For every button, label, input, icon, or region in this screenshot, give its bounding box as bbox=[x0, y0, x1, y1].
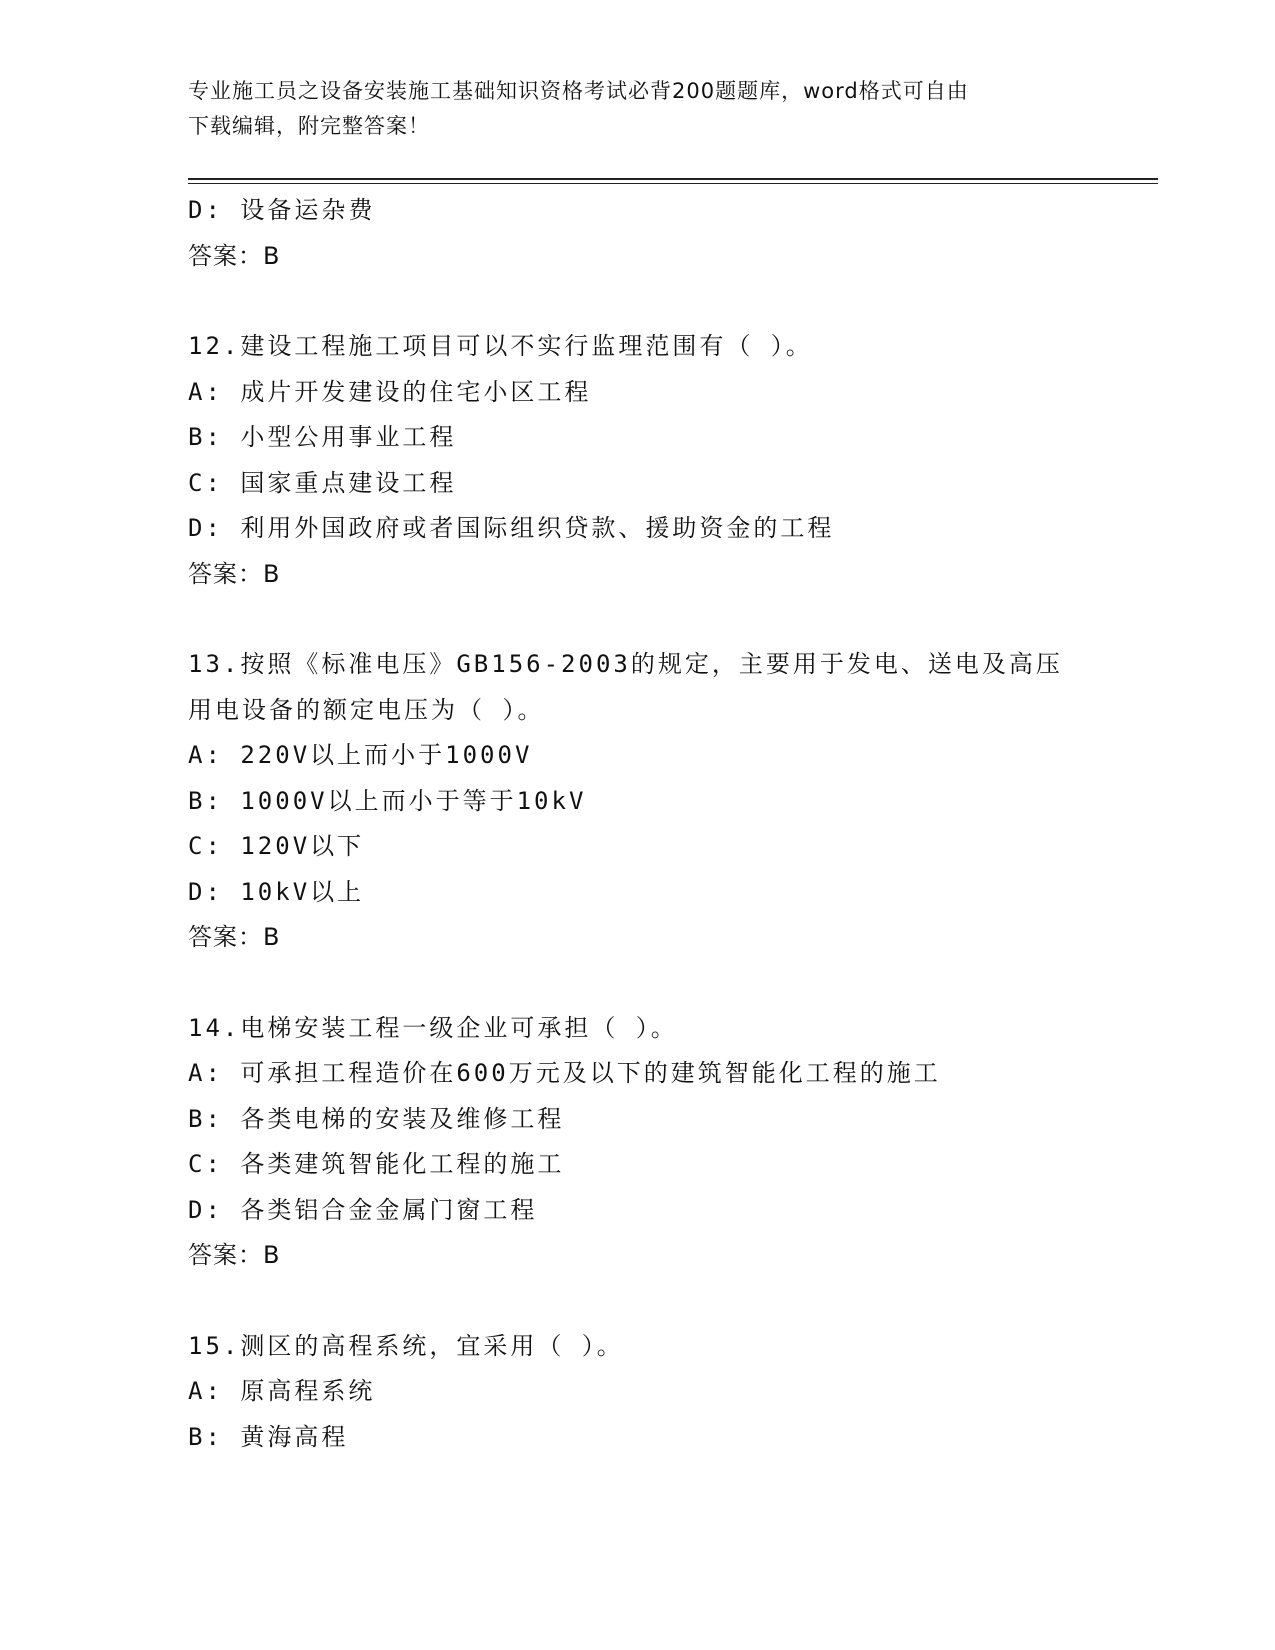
previous-question-tail bbox=[188, 188, 1108, 279]
question-stem: 13.按照《标准电压》GB156-2003的规定，主要用于发电、送电及高压 bbox=[188, 650, 1063, 678]
option-a: A: 可承担工程造价在600万元及以下的建筑智能化工程的施工 bbox=[188, 1059, 941, 1087]
question-14 bbox=[188, 1006, 1108, 1279]
question-stem-continued: 用电设备的额定电压为（ ）。 bbox=[188, 695, 545, 724]
question-stem: 14.电梯安装工程一级企业可承担（ ）。 bbox=[188, 1013, 678, 1042]
option-d: D: 利用外国政府或者国际组织贷款、援助资金的工程 bbox=[188, 514, 835, 542]
option-d: D: 各类铝合金金属门窗工程 bbox=[188, 1195, 538, 1224]
spacer bbox=[188, 1279, 1108, 1324]
spacer bbox=[188, 597, 1108, 642]
answer-line: 答案：B bbox=[188, 559, 281, 588]
spacer bbox=[188, 279, 1108, 324]
option-a: A: 原高程系统 bbox=[188, 1377, 376, 1405]
header-divider-thin bbox=[188, 183, 1158, 184]
question-stem: 12.建设工程施工项目可以不实行监理范围有（ ）。 bbox=[188, 332, 813, 360]
question-12 bbox=[188, 324, 1108, 597]
header-line-2: 下载编辑，附完整答案！ bbox=[188, 114, 430, 138]
option-d: D: 10kV以上 bbox=[188, 877, 365, 906]
option-c: C: 各类建筑智能化工程的施工 bbox=[188, 1150, 565, 1178]
header-divider-thick bbox=[188, 178, 1158, 180]
option-c: C: 国家重点建设工程 bbox=[188, 468, 457, 497]
option-b: B: 小型公用事业工程 bbox=[188, 423, 457, 451]
question-15 bbox=[188, 1324, 1108, 1461]
header-line-1: 专业施工员之设备安装施工基础知识资格考试必背200题题库，word格式可自由 bbox=[188, 79, 969, 103]
option-c: C: 120V以下 bbox=[188, 832, 365, 860]
document-header bbox=[188, 74, 1088, 144]
question-list bbox=[188, 188, 1108, 1460]
option-a: A: 220V以上而小于1000V bbox=[188, 741, 533, 769]
option-b: B: 1000V以上而小于等于10kV bbox=[188, 786, 587, 815]
option-b: B: 黄海高程 bbox=[188, 1422, 349, 1451]
answer-line: 答案：B bbox=[188, 923, 281, 951]
spacer bbox=[188, 961, 1108, 1006]
answer-line: 答案：B bbox=[188, 241, 281, 270]
question-13 bbox=[188, 642, 1108, 961]
answer-line: 答案：B bbox=[188, 1241, 281, 1269]
option-a: A: 成片开发建设的住宅小区工程 bbox=[188, 377, 592, 406]
option-b: B: 各类电梯的安装及维修工程 bbox=[188, 1104, 565, 1133]
question-stem: 15.测区的高程系统，宜采用（ ）。 bbox=[188, 1331, 624, 1360]
option-d: D: 设备运杂费 bbox=[188, 196, 376, 224]
